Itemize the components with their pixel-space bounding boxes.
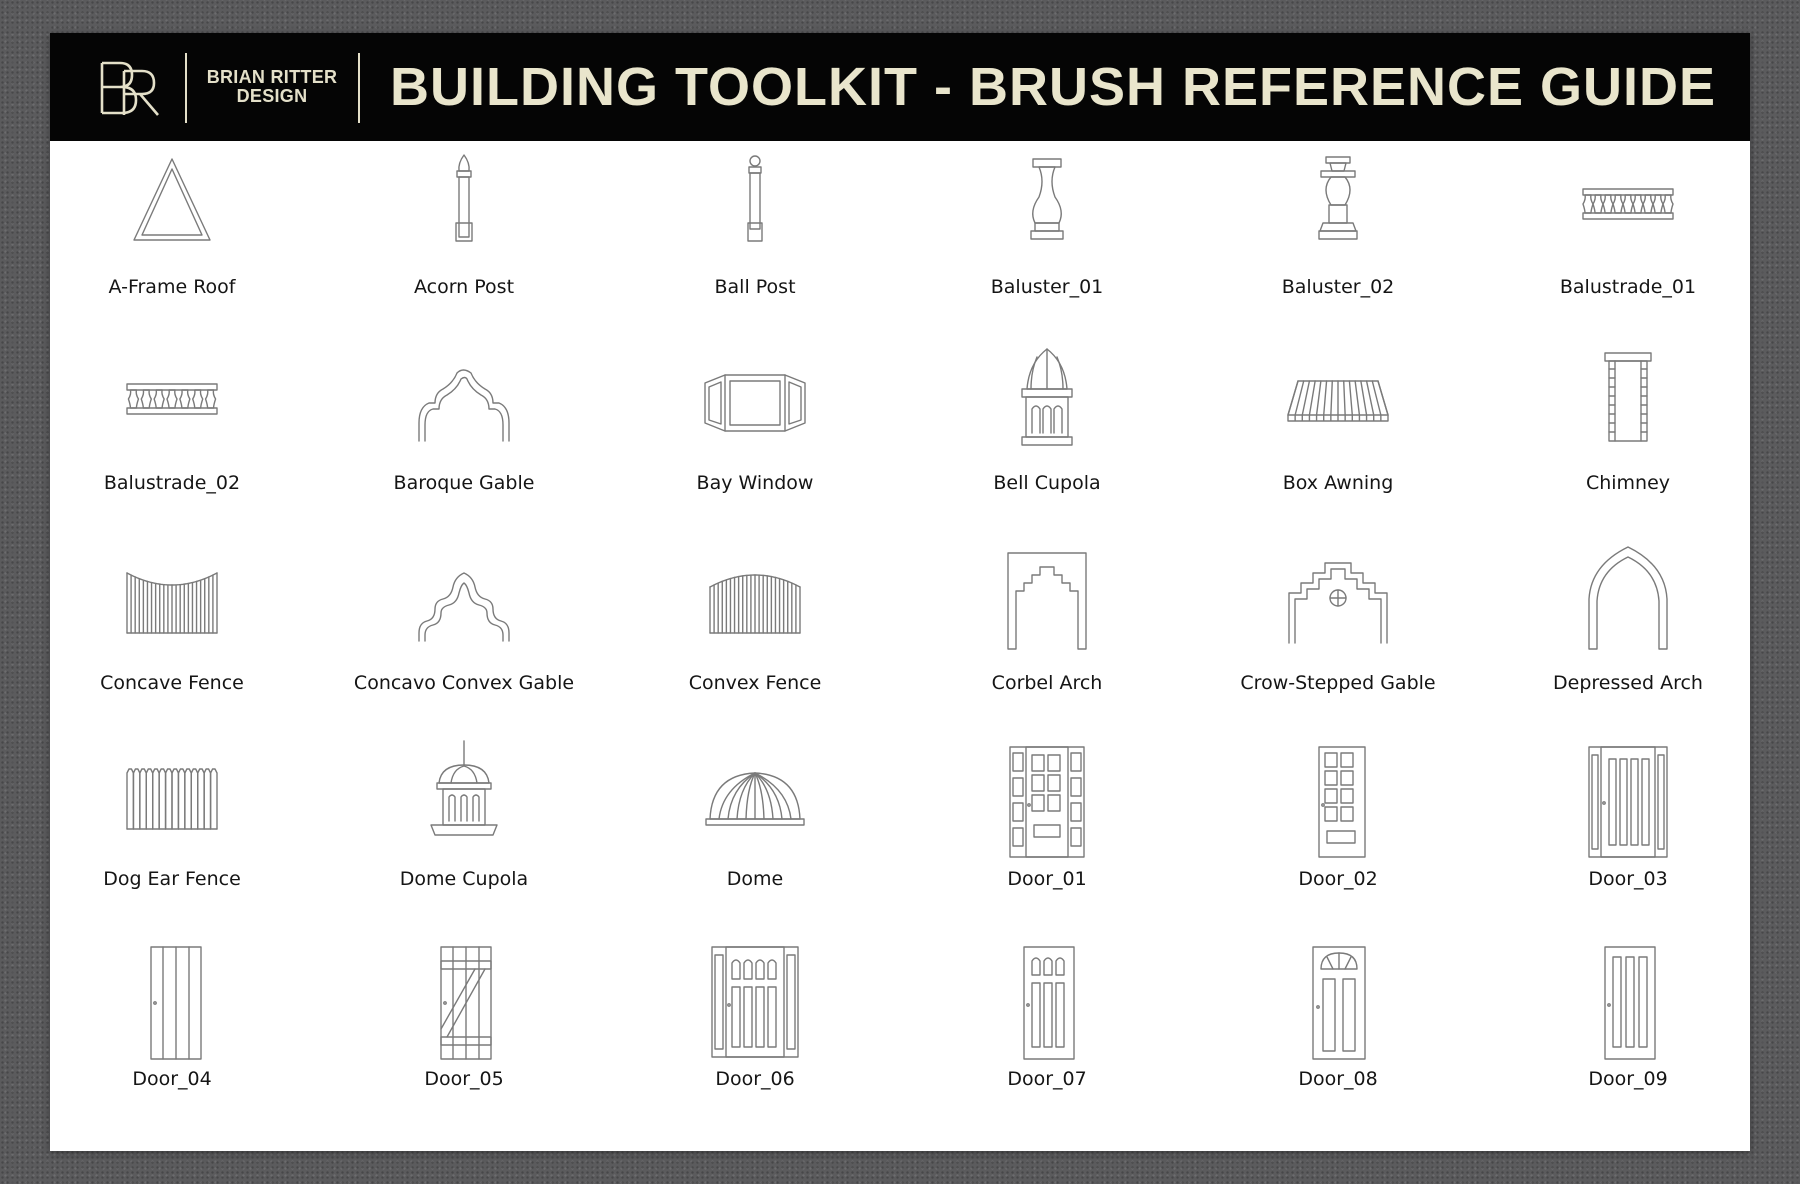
brush-item-acorn-post (319, 143, 609, 339)
bell-cupola-icon (982, 343, 1112, 473)
brush-label: Balustrade_02 (103, 472, 241, 494)
brush-label: Dome (726, 868, 784, 890)
brush-item-balustrade-02 (27, 339, 317, 535)
door-05-icon (399, 939, 529, 1069)
brush-item-baluster-01 (902, 143, 1192, 339)
door-09-icon (1563, 939, 1693, 1069)
brush-item-door-03 (1483, 735, 1773, 931)
brush-label: Door_02 (1298, 868, 1378, 890)
brush-item-dome-cupola (319, 735, 609, 931)
chimney-icon (1563, 343, 1693, 473)
brush-label: Door_06 (715, 1068, 795, 1090)
brush-item-a-frame-roof (27, 143, 317, 339)
brush-item-dome (610, 735, 900, 931)
brush-label: Door_09 (1588, 1068, 1668, 1090)
brush-label: A-Frame Roof (108, 276, 236, 298)
brush-label: Bay Window (696, 472, 814, 494)
brush-label: Door_05 (424, 1068, 504, 1090)
door-03-icon (1563, 739, 1693, 869)
dog-ear-fence-icon (107, 739, 237, 869)
brush-label: Door_04 (132, 1068, 212, 1090)
concave-fence-icon (107, 543, 237, 673)
brush-item-corbel-arch (902, 539, 1192, 735)
bay-window-icon (690, 343, 820, 473)
brush-item-door-05 (319, 935, 609, 1131)
brush-label: Dome Cupola (399, 868, 529, 890)
brush-label: Baroque Gable (393, 472, 535, 494)
brush-item-concave-fence (27, 539, 317, 735)
header-bar (50, 33, 1750, 141)
baluster-02-icon (1273, 147, 1403, 277)
brush-label: Door_01 (1007, 868, 1087, 890)
door-02-icon (1273, 739, 1403, 869)
door-01-icon (982, 739, 1112, 869)
dome-icon (690, 739, 820, 869)
brush-label: Concavo Convex Gable (353, 672, 575, 694)
door-07-icon (982, 939, 1112, 1069)
concavo-convex-gable-icon (399, 543, 529, 673)
brush-label: Concave Fence (100, 672, 244, 694)
brand-name (202, 68, 342, 106)
brush-label: Acorn Post (413, 276, 515, 298)
balustrade-02-icon (107, 343, 237, 473)
brush-label: Balustrade_01 (1559, 276, 1697, 298)
brush-label: Door_07 (1007, 1068, 1087, 1090)
brush-label: Crow-Stepped Gable (1240, 672, 1436, 694)
dome-cupola-icon (399, 739, 529, 869)
brush-item-baroque-gable (319, 339, 609, 535)
brush-item-bell-cupola (902, 339, 1192, 535)
brush-label: Baluster_01 (990, 276, 1104, 298)
reference-sheet (50, 33, 1750, 1151)
brush-label: Box Awning (1282, 472, 1394, 494)
convex-fence-icon (690, 543, 820, 673)
brush-item-door-04 (27, 935, 317, 1131)
a-frame-roof-icon (107, 147, 237, 277)
brush-grid (50, 141, 1750, 1151)
brand-line-2: DESIGN (236, 86, 308, 106)
brush-item-door-01 (902, 735, 1192, 931)
door-06-icon (690, 939, 820, 1069)
brush-item-door-02 (1193, 735, 1483, 931)
door-04-icon (107, 939, 237, 1069)
brush-item-door-06 (610, 935, 900, 1131)
brush-item-door-08 (1193, 935, 1483, 1131)
brush-label: Baluster_02 (1281, 276, 1395, 298)
header-divider (185, 53, 187, 123)
brush-label: Door_03 (1588, 868, 1668, 890)
door-08-icon (1273, 939, 1403, 1069)
brand-line-1: BRIAN RITTER (206, 67, 338, 87)
baluster-01-icon (982, 147, 1112, 277)
brian-ritter-logo (96, 57, 166, 119)
brush-item-door-07 (902, 935, 1192, 1131)
brush-label: Depressed Arch (1553, 672, 1703, 694)
brush-item-crow-stepped-gable (1193, 539, 1483, 735)
brush-label: Dog Ear Fence (103, 868, 241, 890)
brush-item-convex-fence (610, 539, 900, 735)
brush-item-dog-ear-fence (27, 735, 317, 931)
header-divider (358, 53, 360, 123)
box-awning-icon (1273, 343, 1403, 473)
brush-label: Corbel Arch (991, 672, 1103, 694)
brush-item-balustrade-01 (1483, 143, 1773, 339)
brush-item-concavo-convex-gable (319, 539, 609, 735)
page-title: BUILDING TOOLKIT - BRUSH REFERENCE GUIDE (390, 57, 1717, 117)
brush-label: Ball Post (714, 276, 796, 298)
ball-post-icon (690, 147, 820, 277)
depressed-arch-icon (1563, 543, 1693, 673)
brush-label: Bell Cupola (993, 472, 1101, 494)
brush-label: Convex Fence (688, 672, 822, 694)
brush-item-baluster-02 (1193, 143, 1483, 339)
crow-stepped-gable-icon (1273, 543, 1403, 673)
brush-item-chimney (1483, 339, 1773, 535)
corbel-arch-icon (982, 543, 1112, 673)
brush-item-door-09 (1483, 935, 1773, 1131)
brush-item-bay-window (610, 339, 900, 535)
brush-label: Door_08 (1298, 1068, 1378, 1090)
acorn-post-icon (399, 147, 529, 277)
baroque-gable-icon (399, 343, 529, 473)
brush-item-ball-post (610, 143, 900, 339)
brush-item-box-awning (1193, 339, 1483, 535)
balustrade-01-icon (1563, 147, 1693, 277)
brush-item-depressed-arch (1483, 539, 1773, 735)
brush-label: Chimney (1585, 472, 1671, 494)
